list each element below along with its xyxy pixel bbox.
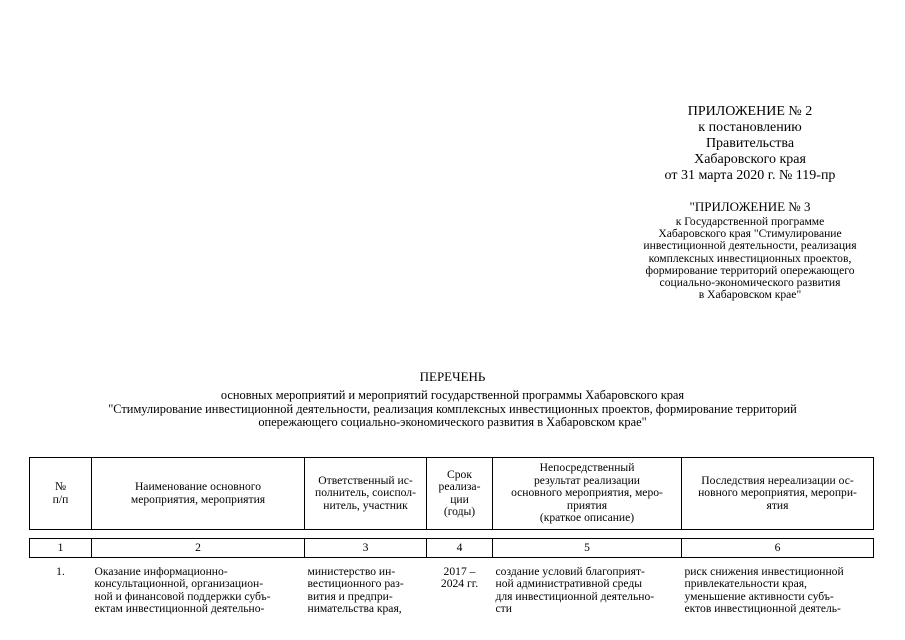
list-subtitle-line: "Стимулирование инвестиционной деятельности, реализация комплексных инвестиционных проектов, формирование территорий xyxy=(108,401,797,416)
list-subtitle-line: основных мероприятий и мероприятий государственной программы Хабаровского края xyxy=(220,388,685,402)
row-executor: министерство ин- вестиционного раз- вития и предпри- нимательства края, xyxy=(307,565,404,616)
appendix-to-resolution: к постановлению xyxy=(698,120,802,135)
appendix3-line: социально-экономического развития xyxy=(659,276,841,290)
col-number: 5 xyxy=(493,539,682,558)
appendix3-line: инвестиционной деятельности, реализация xyxy=(643,239,857,253)
col-header-consequences: Последствия нереализации ос- новного мероприятия, меропри- ятия xyxy=(682,458,874,530)
col-number: 3 xyxy=(305,539,427,558)
appendix-region: Хабаровского края xyxy=(694,152,806,167)
appendix3-title: "ПРИЛОЖЕНИЕ № 3 xyxy=(689,199,811,214)
list-heading xyxy=(0,369,905,430)
col-number: 1 xyxy=(30,539,92,558)
col-number: 4 xyxy=(427,539,493,558)
col-header-result: Непосредственный результат реализации основного мероприятия, меро- приятия (краткое описание) xyxy=(493,458,682,530)
appendix3-line: комплексных инвестиционных проектов, xyxy=(648,251,852,265)
list-title: ПЕРЕЧЕНЬ xyxy=(419,369,486,384)
appendix3-line: Хабаровского края "Стимулирование xyxy=(658,227,842,241)
list-subtitle-line: опережающего социально-экономического развития в Хабаровском крае" xyxy=(258,415,647,430)
appendix3-line: в Хабаровском крае" xyxy=(698,288,802,302)
appendix3-line: формирование территорий опережающего xyxy=(645,263,855,277)
row-number: 1. xyxy=(56,565,65,578)
table-header-row xyxy=(30,458,874,530)
appendix-date-number: от 31 марта 2020 г. № 119-пр xyxy=(664,168,836,183)
row-consequences: риск снижения инвестиционной привлекательности края, уменьшение активности субъ- ектов инвестиционной деятель- xyxy=(684,565,844,616)
col-header-executor: Ответственный ис- полнитель, соиспол- нитель, участник xyxy=(305,458,427,530)
measures-table xyxy=(29,457,874,636)
col-header-name: Наименование основного мероприятия, мероприятия xyxy=(92,458,305,530)
col-header-number: № п/п xyxy=(30,458,92,530)
appendix-government: Правительства xyxy=(705,136,795,151)
appendix-header xyxy=(640,104,860,184)
row-measure-name: Оказание информационно- консультационной, организацион- ной и финансовой поддержки субъ- ектам инвестиционной деятельно- xyxy=(94,565,271,616)
appendix-title: ПРИЛОЖЕНИЕ № 2 xyxy=(687,104,813,119)
table-row xyxy=(30,566,874,636)
row-term: 2017 – 2024 гг. xyxy=(440,565,479,591)
row-result: создание условий благоприят- ной административной среды для инвестиционной деятельно- сти xyxy=(495,565,655,616)
appendix3-line: к Государственной программе xyxy=(675,215,825,228)
appendix3-header xyxy=(618,199,882,301)
col-header-term: Срок реализа- ции (годы) xyxy=(427,458,493,530)
table-number-row xyxy=(30,539,874,558)
col-number: 2 xyxy=(92,539,305,558)
col-number: 6 xyxy=(682,539,874,558)
